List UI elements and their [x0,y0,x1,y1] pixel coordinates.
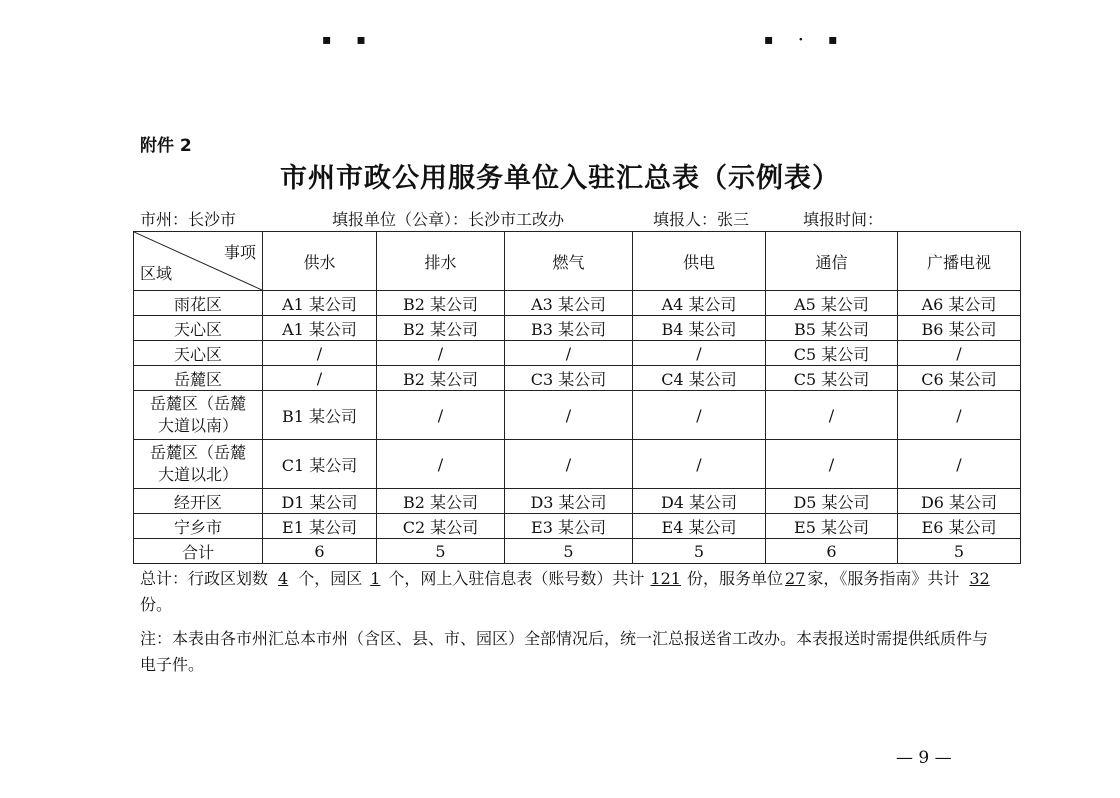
column-header: 燃气 [505,232,633,291]
company-cell: A1 某公司 [263,291,377,316]
table-row [134,291,1021,316]
table-row [134,341,1021,366]
company-cell: A4 某公司 [633,291,766,316]
header-item-label: 事项 [223,243,256,262]
page-number: — 9 — [896,748,952,768]
company-cell: B4 某公司 [633,316,766,341]
company-cell: / [377,440,505,489]
table-row [134,391,1021,440]
units-count: 27 [784,569,806,588]
scan-marks-right: ▪ · ▪ [764,32,848,48]
note-text: 注：本表由各市州汇总本市州（含区、县、市、园区）全部情况后，统一汇总报送省工改办。本表报送时需提供纸质件与电子件。 [140,629,989,674]
company-cell: C5 某公司 [766,341,898,366]
company-cell: / [377,341,505,366]
company-cell: / [898,341,1021,366]
summary-text: 份。 [140,595,173,614]
company-cell: / [505,391,633,440]
company-cell: C2 某公司 [377,514,505,539]
company-cell: / [505,440,633,489]
guides-count: 32 [969,569,990,588]
company-cell: B3 某公司 [505,316,633,341]
attachment-label: 附件 2 [140,136,192,156]
company-cell: E6 某公司 [898,514,1021,539]
table-row [134,489,1021,514]
company-cell: C5 某公司 [766,366,898,391]
company-cell: B2 某公司 [377,366,505,391]
company-cell: C4 某公司 [633,366,766,391]
company-cell: / [505,341,633,366]
company-cell: A1 某公司 [263,316,377,341]
table-row [134,366,1021,391]
company-cell: B6 某公司 [898,316,1021,341]
summary-text: 个，园区 [298,569,363,588]
table-body [134,291,1021,564]
accounts-count: 121 [650,569,681,588]
company-cell: / [263,341,377,366]
parks-count: 1 [370,569,381,588]
company-cell: D6 某公司 [898,489,1021,514]
total-cell: 6 [263,539,377,564]
page-title: 市州市政公用服务单位入驻汇总表（示例表） [280,163,840,194]
company-cell: E5 某公司 [766,514,898,539]
meta-time: 填报时间： [803,210,884,229]
region-cell: 天心区 [134,316,263,341]
table-row [134,316,1021,341]
meta-reporter: 填报人：张三 [653,210,750,229]
region-cell: 宁乡市 [134,514,263,539]
table-row [134,440,1021,489]
summary-table [133,231,1021,564]
column-header: 广播电视 [898,232,1021,291]
company-cell: C6 某公司 [898,366,1021,391]
total-row [134,539,1021,564]
region-cell: 经开区 [134,489,263,514]
company-cell: A3 某公司 [505,291,633,316]
company-cell: B2 某公司 [377,316,505,341]
meta-unit: 填报单位（公章）：长沙市工改办 [332,210,565,229]
column-header: 排水 [377,232,505,291]
company-cell: A6 某公司 [898,291,1021,316]
total-cell: 5 [633,539,766,564]
company-cell: B2 某公司 [377,489,505,514]
total-cell: 5 [505,539,633,564]
column-header: 供电 [633,232,766,291]
company-cell: D3 某公司 [505,489,633,514]
table-row [134,514,1021,539]
company-cell: B2 某公司 [377,291,505,316]
region-cell: 岳麓区（岳麓大道以北） [134,440,263,489]
diagonal-header-cell [134,232,263,291]
company-cell: C3 某公司 [505,366,633,391]
company-cell: / [633,391,766,440]
column-header: 供水 [263,232,377,291]
company-cell: / [898,440,1021,489]
company-cell: B5 某公司 [766,316,898,341]
company-cell: / [766,391,898,440]
total-label: 合计 [134,539,263,564]
meta-city: 市州：长沙市 [140,210,237,229]
company-cell: E1 某公司 [263,514,377,539]
company-cell: D1 某公司 [263,489,377,514]
region-cell: 岳麓区 [134,366,263,391]
summary-text: 总计：行政区划数 [140,569,269,588]
header-row [134,232,1021,291]
region-cell: 天心区 [134,341,263,366]
company-cell: B1 某公司 [263,391,377,440]
region-cell: 雨花区 [134,291,263,316]
company-cell: / [263,366,377,391]
company-cell: A5 某公司 [766,291,898,316]
company-cell: / [377,391,505,440]
summary-text: 家，《服务指南》共计 [807,569,960,588]
company-cell: E3 某公司 [505,514,633,539]
company-cell: D5 某公司 [766,489,898,514]
districts-count: 4 [278,569,289,588]
total-cell: 6 [766,539,898,564]
company-cell: C1 某公司 [263,440,377,489]
total-cell: 5 [377,539,505,564]
company-cell: D4 某公司 [633,489,766,514]
company-cell: / [898,391,1021,440]
summary-line [140,566,1000,618]
summary-text: 份，服务单位 [686,569,783,588]
header-region-label: 区域 [140,264,173,283]
summary-text: 个，网上入驻信息表（账号数）共计 [388,569,645,588]
total-cell: 5 [898,539,1021,564]
company-cell: E4 某公司 [633,514,766,539]
company-cell: / [766,440,898,489]
column-header: 通信 [766,232,898,291]
company-cell: / [633,440,766,489]
region-cell: 岳麓区（岳麓大道以南） [134,391,263,440]
company-cell: / [633,341,766,366]
scan-marks-left: ▪ ▪ [322,32,376,48]
